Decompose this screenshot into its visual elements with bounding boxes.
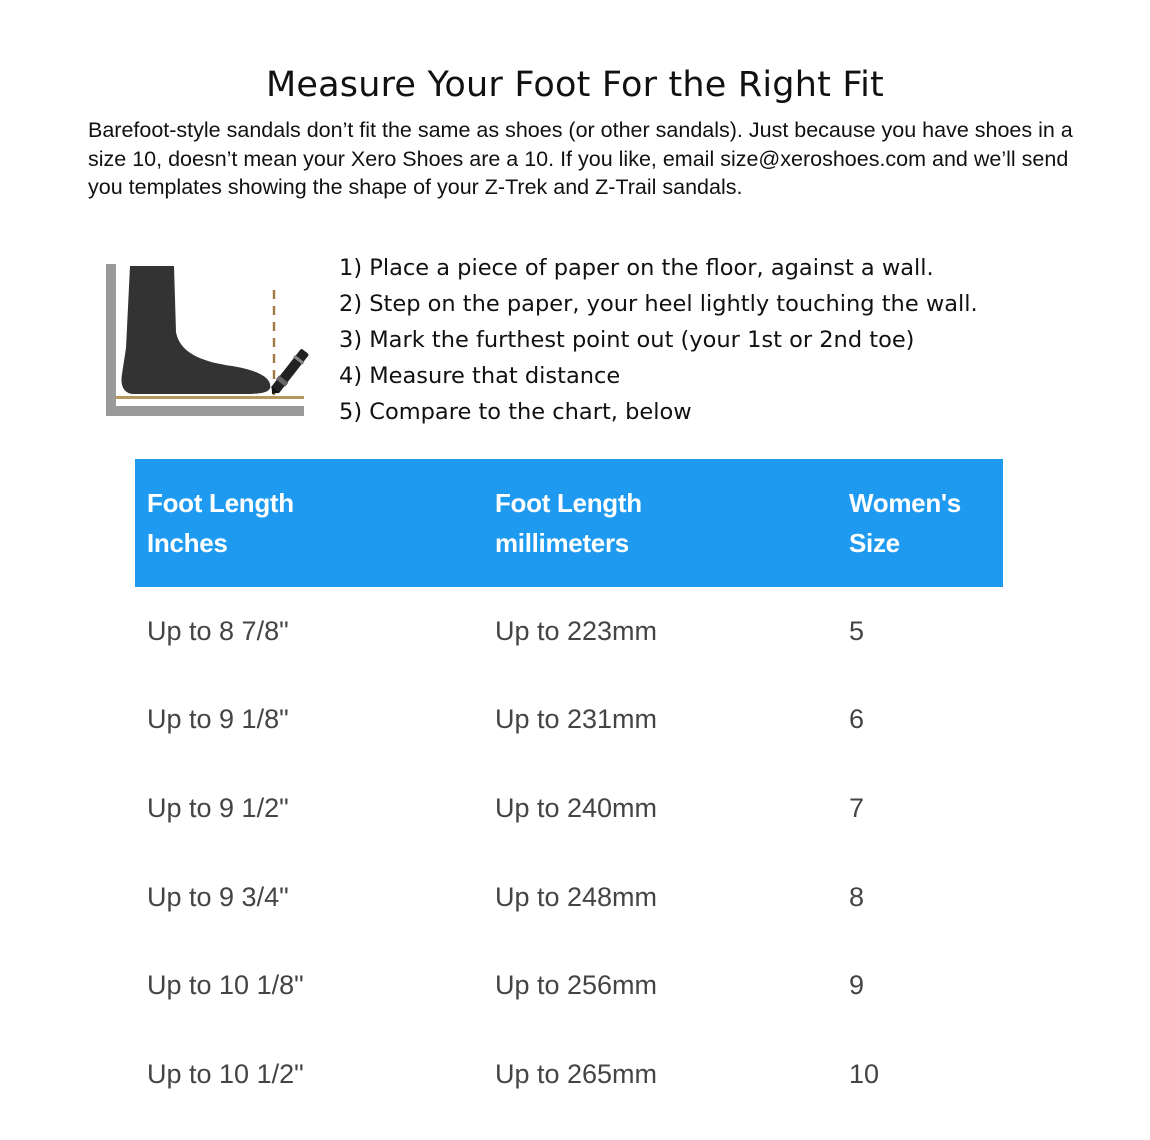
step-item: 1) Place a piece of paper on the floor, against a wall.: [339, 255, 934, 281]
cell-millimeters: Up to 265mm: [494, 1058, 658, 1089]
table-body: [135, 587, 1003, 1119]
table-header-row: [135, 459, 1003, 587]
intro-paragraph: Barefoot-style sandals don’t fit the same as shoes (or other sandals). Just because you have shoes in a size 10, doesn’t mean your Xero Shoes are a 10. If you like, email size@xeroshoes.com and we’ll send you templates showing the shape of your Z-Trek and Z-Trail sandals.: [88, 118, 1073, 200]
cell-millimeters: Up to 256mm: [494, 970, 658, 1001]
cell-size: 6: [849, 704, 865, 735]
cell-inches: Up to 9 1/8": [147, 704, 289, 735]
cell-inches: Up to 10 1/2": [147, 1058, 304, 1089]
table-row: [135, 1030, 1003, 1119]
step-item: 5) Compare to the chart, below: [339, 399, 692, 425]
cell-inches: Up to 8 7/8": [147, 615, 289, 646]
size-chart-table: [135, 459, 1003, 1119]
foot-silhouette: [122, 266, 271, 394]
cell-inches: Up to 9 3/4": [147, 881, 289, 912]
table-row: [135, 587, 1003, 676]
cell-millimeters: Up to 248mm: [494, 881, 658, 912]
floor-shape: [106, 406, 304, 416]
table-row: [135, 676, 1003, 765]
wall-shape: [106, 264, 116, 416]
foot-measure-icon: [104, 262, 324, 420]
cell-millimeters: Up to 240mm: [494, 792, 658, 823]
header-womens-size: Women's Size: [849, 488, 961, 558]
cell-size: 8: [849, 881, 865, 912]
cell-size: 7: [849, 792, 865, 823]
step-item: 3) Mark the furthest point out (your 1st or 2nd toe): [339, 327, 915, 353]
table-header: [135, 459, 1003, 587]
paper-line: [116, 396, 304, 399]
cell-inches: Up to 9 1/2": [147, 792, 289, 823]
cell-size: 10: [849, 1058, 880, 1089]
step-item: 4) Measure that distance: [339, 363, 621, 389]
header-foot-length-inches: Foot Length Inches: [147, 488, 294, 558]
header-foot-length-millimeters: Foot Length millimeters: [494, 488, 642, 558]
cell-size: 9: [849, 970, 865, 1001]
step-item: 2) Step on the paper, your heel lightly touching the wall.: [339, 291, 978, 317]
table-row: [135, 764, 1003, 853]
table-row: [135, 853, 1003, 942]
cell-millimeters: Up to 223mm: [494, 615, 658, 646]
table-row: [135, 941, 1003, 1030]
page-title: Measure Your Foot For the Right Fit: [266, 65, 884, 106]
cell-inches: Up to 10 1/8": [147, 970, 304, 1001]
cell-size: 5: [849, 615, 865, 646]
cell-millimeters: Up to 231mm: [494, 704, 658, 735]
instruction-steps: [339, 250, 978, 430]
